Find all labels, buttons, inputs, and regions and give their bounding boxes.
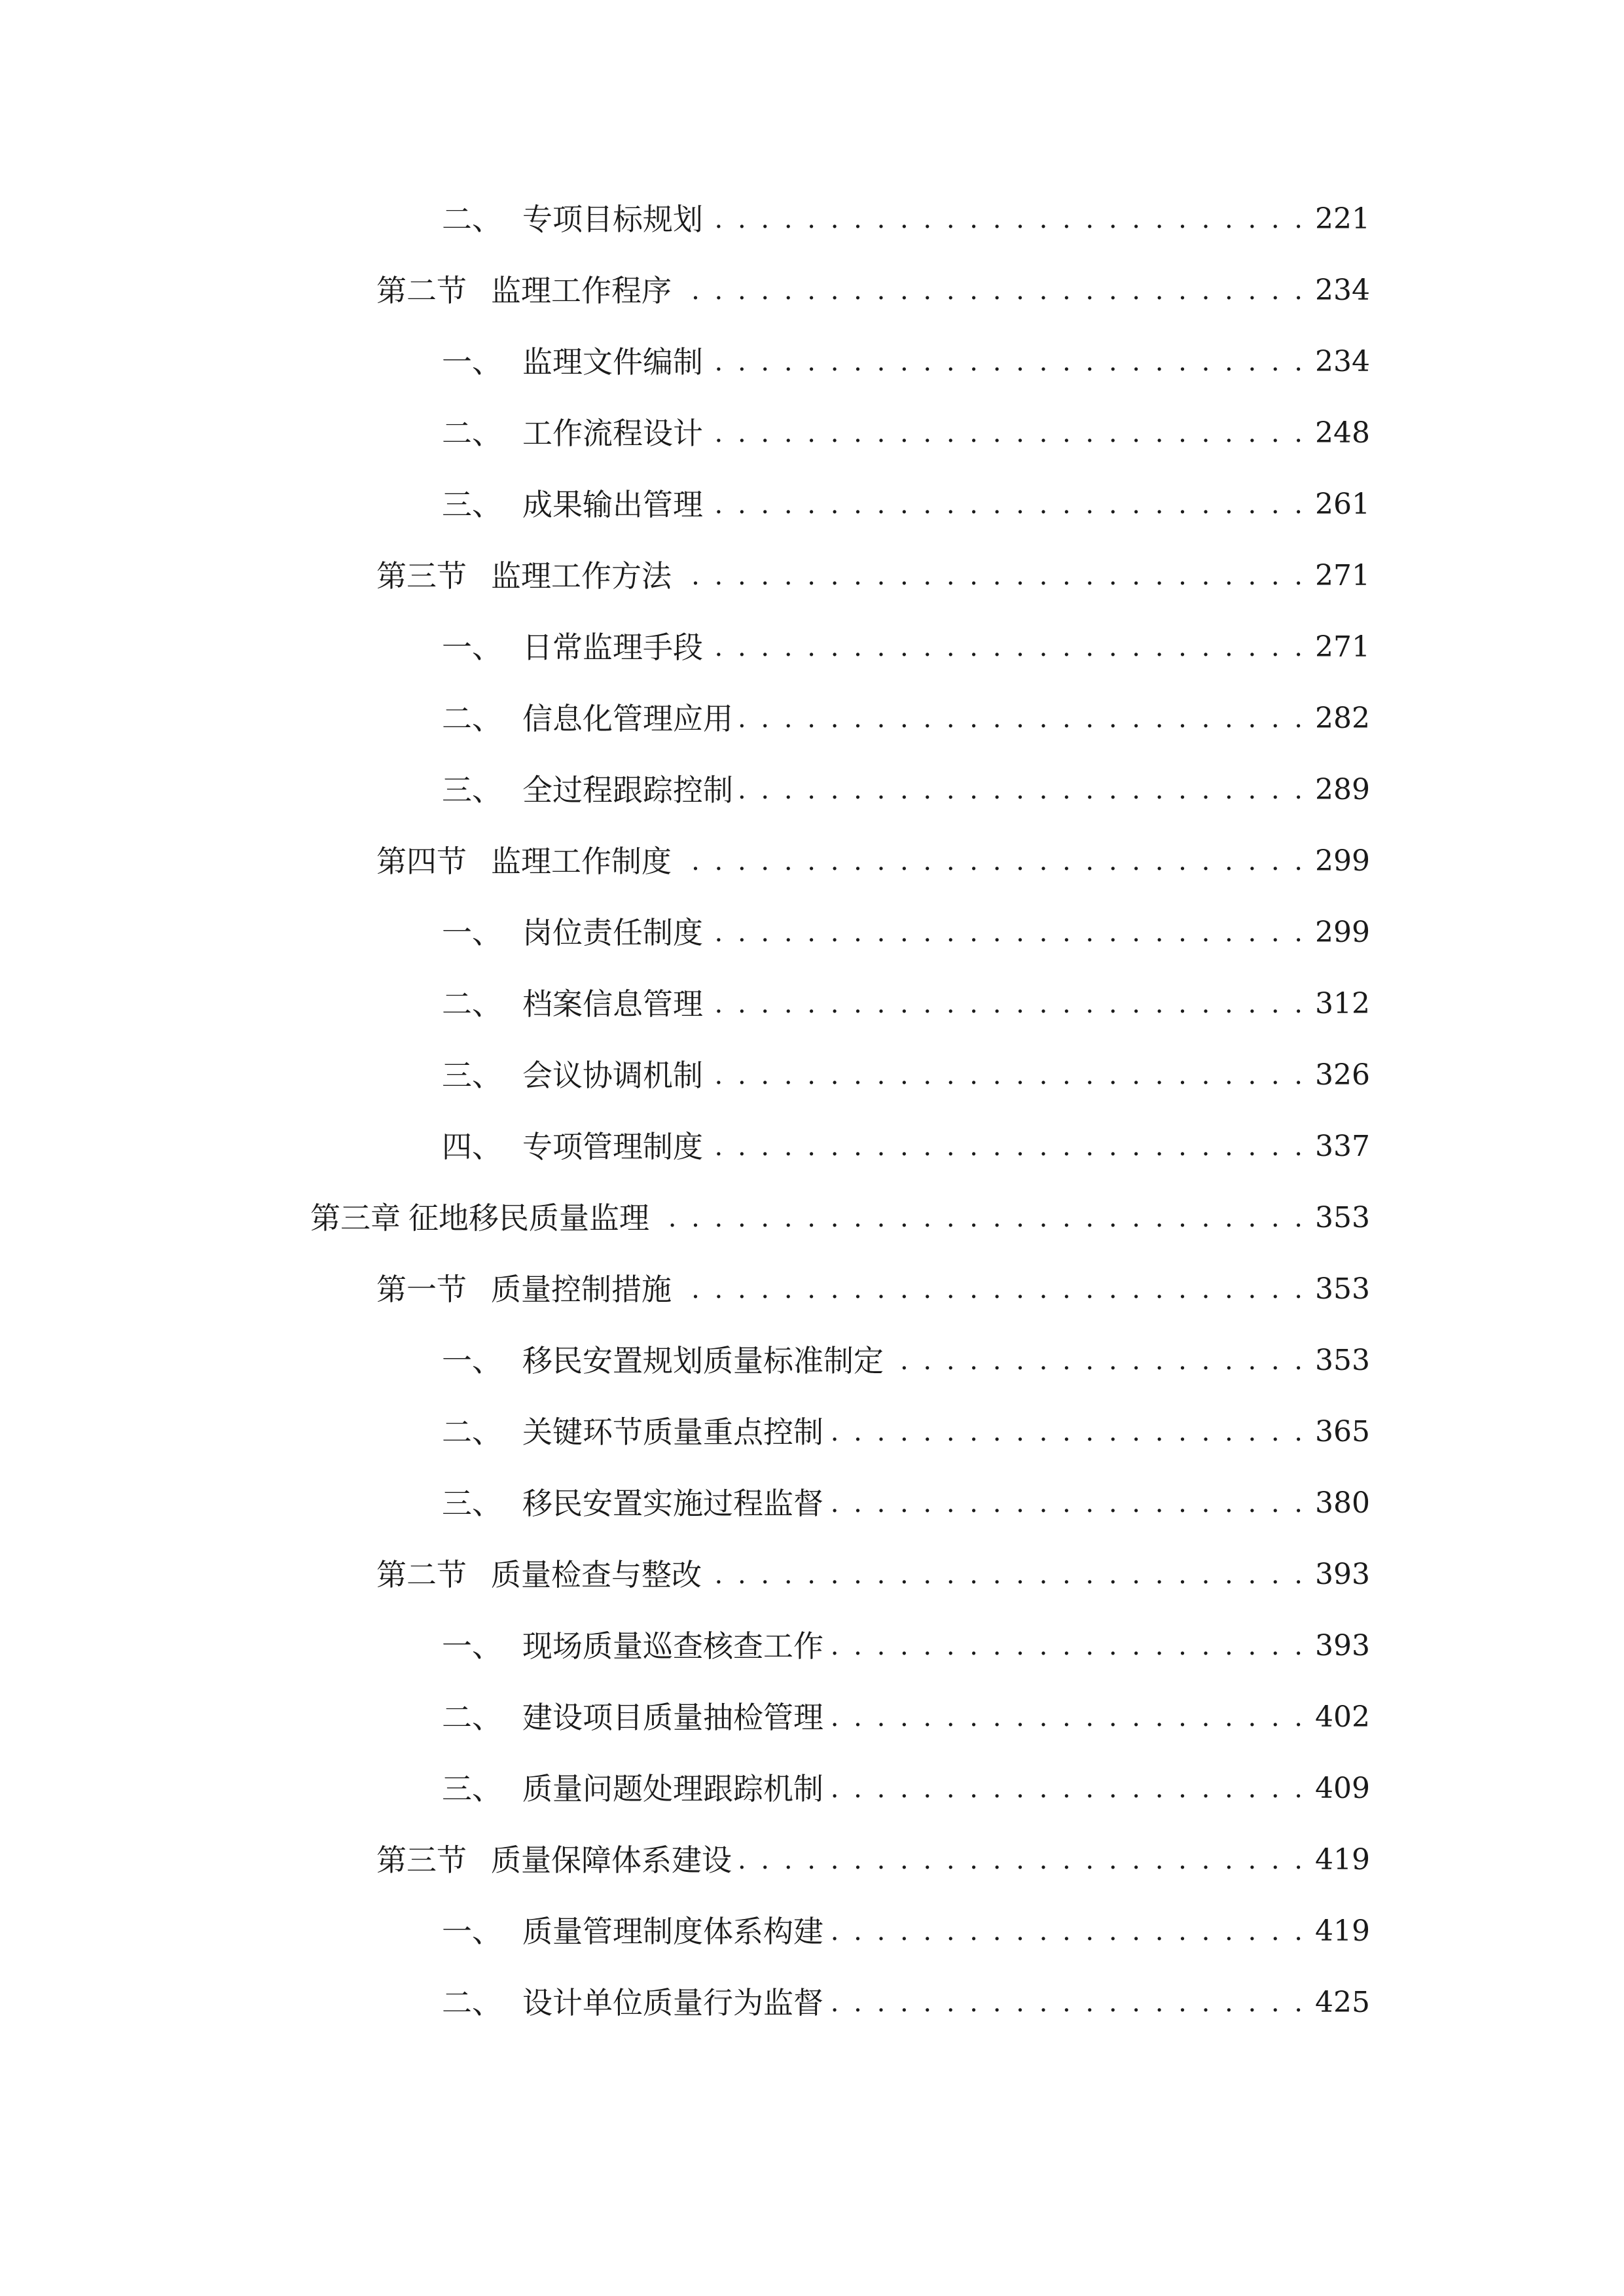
entry-page-number: 337 (1315, 1130, 1370, 1163)
entry-number: 二、 (442, 701, 502, 736)
entry-title: 工作流程设计 (522, 416, 703, 451)
dot-leader (676, 264, 1306, 317)
dot-leader (707, 1121, 1306, 1173)
toc-entry[interactable] (442, 1335, 1370, 1387)
entry-page-number: 353 (1315, 1344, 1370, 1377)
toc-entry[interactable] (376, 264, 1370, 317)
entry-page-number: 312 (1315, 987, 1370, 1020)
entry-number: 第三节 (376, 1842, 467, 1878)
toc-entry[interactable] (442, 764, 1370, 816)
toc-entry[interactable] (376, 835, 1370, 888)
dot-leader (706, 1549, 1306, 1601)
entry-number: 第三章 (310, 1200, 401, 1236)
entry-title: 专项目标规划 (522, 202, 703, 237)
toc-entry[interactable] (442, 1406, 1370, 1458)
toc-entry[interactable] (442, 478, 1370, 531)
toc-entry[interactable] (442, 906, 1370, 959)
entry-page-number: 271 (1315, 630, 1370, 664)
dot-leader (707, 1049, 1306, 1102)
toc-entry[interactable] (442, 336, 1370, 388)
entry-number: 一、 (442, 630, 502, 665)
entry-title: 质量检查与整改 (491, 1557, 702, 1592)
entry-number: 一、 (442, 1628, 502, 1664)
dot-leader (827, 1905, 1306, 1958)
toc-entry[interactable] (442, 1691, 1370, 1744)
toc-entry[interactable] (442, 621, 1370, 673)
entry-page-number: 299 (1315, 916, 1370, 949)
entry-page-number: 393 (1315, 1558, 1370, 1591)
entry-number: 二、 (442, 1985, 502, 2020)
entry-number: 一、 (442, 1914, 502, 1949)
entry-number: 三、 (442, 1486, 502, 1521)
entry-page-number: 299 (1315, 844, 1370, 878)
entry-title: 质量管理制度体系构建 (522, 1914, 823, 1949)
entry-page-number: 261 (1315, 488, 1370, 521)
dot-leader (707, 621, 1306, 673)
entry-page-number: 248 (1315, 416, 1370, 450)
dot-leader (707, 193, 1306, 245)
toc-entry[interactable] (442, 692, 1370, 745)
entry-number: 一、 (442, 915, 502, 950)
entry-page-number: 353 (1315, 1201, 1370, 1234)
dot-leader (737, 764, 1306, 816)
dot-leader (707, 478, 1306, 531)
entry-number: 三、 (442, 487, 502, 522)
entry-page-number: 425 (1315, 1986, 1370, 2019)
entry-title: 成果输出管理 (522, 487, 703, 522)
entry-title: 岗位责任制度 (522, 915, 703, 950)
entry-page-number: 402 (1315, 1700, 1370, 1734)
entry-title: 移民安置实施过程监督 (522, 1486, 823, 1521)
entry-number: 一、 (442, 1343, 502, 1378)
entry-page-number: 234 (1315, 345, 1370, 378)
entry-number: 三、 (442, 1058, 502, 1093)
entry-number: 三、 (442, 1771, 502, 1806)
entry-title: 监理文件编制 (522, 344, 703, 380)
dot-leader (707, 978, 1306, 1030)
entry-title: 质量问题处理跟踪机制 (522, 1771, 823, 1806)
entry-number: 二、 (442, 1414, 502, 1450)
entry-title: 专项管理制度 (522, 1129, 703, 1164)
dot-leader (653, 1192, 1306, 1244)
entry-page-number: 289 (1315, 773, 1370, 806)
dot-leader (736, 1834, 1306, 1886)
toc-entry[interactable] (442, 407, 1370, 459)
dot-leader (827, 1691, 1306, 1744)
toc-entry[interactable] (442, 1763, 1370, 1815)
entry-number: 第三节 (376, 558, 467, 594)
toc-entry[interactable] (442, 1905, 1370, 1958)
entry-number: 第四节 (376, 844, 467, 879)
entry-title: 质量控制措施 (491, 1272, 672, 1307)
entry-title: 征地移民质量监理 (408, 1200, 649, 1236)
dot-leader (707, 906, 1306, 959)
entry-title: 关键环节质量重点控制 (522, 1414, 823, 1450)
entry-number: 二、 (442, 1700, 502, 1735)
dot-leader (707, 336, 1306, 388)
entry-number: 一、 (442, 344, 502, 380)
dot-leader (827, 1977, 1306, 2029)
entry-number: 二、 (442, 416, 502, 451)
entry-title: 现场质量巡查核查工作 (522, 1628, 823, 1664)
entry-number: 三、 (442, 772, 502, 808)
entry-page-number: 365 (1315, 1415, 1370, 1448)
entry-title: 建设项目质量抽检管理 (522, 1700, 823, 1735)
entry-title: 信息化管理应用 (522, 701, 733, 736)
entry-title: 档案信息管理 (522, 986, 703, 1022)
entry-title: 监理工作程序 (491, 273, 672, 308)
entry-number: 二、 (442, 986, 502, 1022)
entry-page-number: 409 (1315, 1772, 1370, 1805)
toc-entry[interactable] (376, 1834, 1370, 1886)
toc-entry[interactable] (442, 1477, 1370, 1530)
dot-leader (827, 1406, 1306, 1458)
entry-number: 四、 (442, 1129, 502, 1164)
entry-title: 会议协调机制 (522, 1058, 703, 1093)
dot-leader (676, 835, 1306, 888)
entry-number: 二、 (442, 202, 502, 237)
entry-page-number: 419 (1315, 1914, 1370, 1948)
entry-number: 第二节 (376, 273, 467, 308)
dot-leader (737, 692, 1306, 745)
entry-page-number: 271 (1315, 559, 1370, 592)
dot-leader (827, 1620, 1306, 1672)
toc-entry[interactable] (442, 1977, 1370, 2029)
toc-entry[interactable] (376, 1263, 1370, 1316)
dot-leader (676, 1263, 1306, 1316)
dot-leader (707, 407, 1306, 459)
entry-page-number: 419 (1315, 1843, 1370, 1876)
entry-number: 第一节 (376, 1272, 467, 1307)
toc-entry[interactable] (376, 550, 1370, 602)
toc-entry[interactable] (310, 1192, 1370, 1244)
toc-entry[interactable] (376, 1549, 1370, 1601)
entry-number: 第二节 (376, 1557, 467, 1592)
entry-title: 监理工作方法 (491, 558, 672, 594)
entry-title: 监理工作制度 (491, 844, 672, 879)
entry-title: 设计单位质量行为监督 (522, 1985, 823, 2020)
toc-entry[interactable] (442, 978, 1370, 1030)
dot-leader (827, 1763, 1306, 1815)
toc-entry[interactable] (442, 1121, 1370, 1173)
entry-page-number: 393 (1315, 1629, 1370, 1662)
toc-entry[interactable] (442, 193, 1370, 245)
entry-title: 日常监理手段 (522, 630, 703, 665)
toc-entry[interactable] (442, 1049, 1370, 1102)
dot-leader (888, 1335, 1306, 1387)
dot-leader (676, 550, 1306, 602)
entry-page-number: 326 (1315, 1058, 1370, 1092)
entry-page-number: 221 (1315, 202, 1370, 236)
toc-entry[interactable] (442, 1620, 1370, 1672)
dot-leader (827, 1477, 1306, 1530)
entry-title: 移民安置规划质量标准制定 (522, 1343, 884, 1378)
entry-page-number: 353 (1315, 1272, 1370, 1306)
entry-title: 全过程跟踪控制 (522, 772, 733, 808)
entry-page-number: 234 (1315, 274, 1370, 307)
entry-page-number: 380 (1315, 1486, 1370, 1520)
entry-page-number: 282 (1315, 702, 1370, 735)
entry-title: 质量保障体系建设 (491, 1842, 732, 1878)
